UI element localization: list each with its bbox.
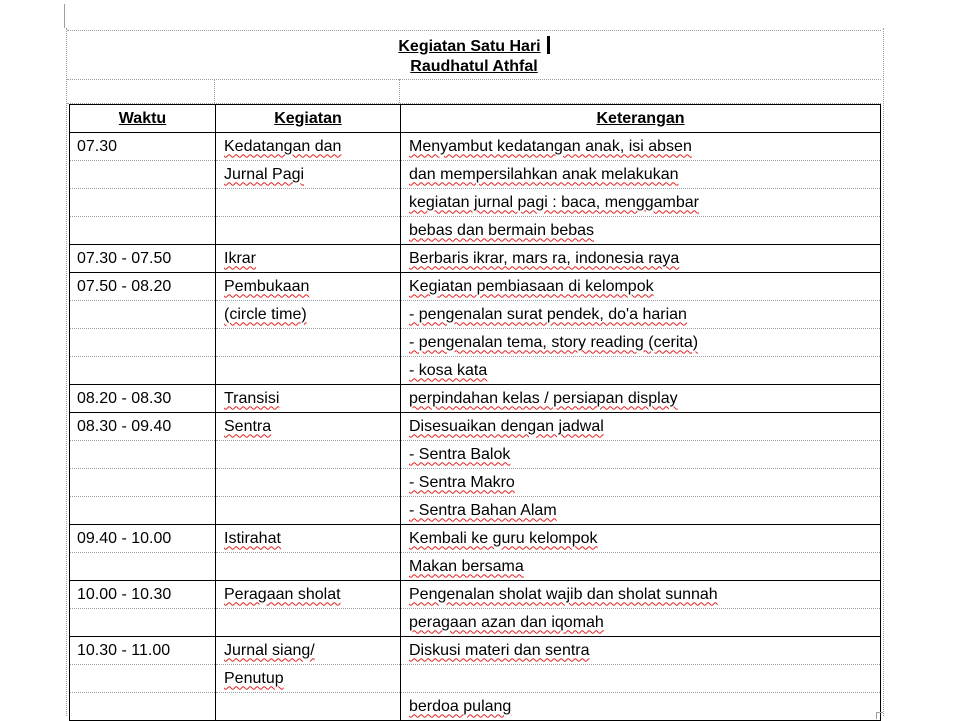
cell-kegiatan[interactable] — [216, 413, 401, 441]
cell-keterangan[interactable] — [401, 301, 881, 329]
text-cursor — [547, 36, 550, 54]
cell-kegiatan[interactable] — [216, 133, 401, 161]
cell-kegiatan[interactable] — [216, 161, 401, 189]
cell-waktu[interactable] — [70, 245, 216, 273]
cell-keterangan[interactable] — [401, 637, 881, 665]
cell-keterangan[interactable] — [401, 469, 881, 497]
cell-text: - pengenalan surat pendek, do'a harian — [409, 305, 687, 323]
cell-kegiatan[interactable] — [216, 581, 401, 609]
cell-text: bebas dan bermain bebas — [409, 221, 595, 239]
cell-keterangan[interactable] — [401, 217, 881, 245]
cell-keterangan[interactable] — [401, 329, 881, 357]
header-waktu[interactable]: Waktu — [70, 105, 216, 133]
cell-text: (circle time) — [224, 305, 307, 323]
cell-text: perpindahan kelas / persiapan display — [409, 389, 678, 407]
cell-text: - pengenalan tema, story reading (cerita) — [409, 333, 699, 351]
cell-text: - Sentra Bahan Alam — [409, 501, 557, 519]
cell-kegiatan[interactable] — [216, 497, 401, 525]
cell-text: Kegiatan pembiasaan di kelompok — [409, 277, 654, 295]
table-row — [70, 273, 881, 301]
cell-waktu[interactable] — [70, 385, 216, 413]
cell-kegiatan[interactable] — [216, 189, 401, 217]
table-row — [70, 553, 881, 581]
document-title[interactable]: Kegiatan Satu Hari — [398, 38, 541, 55]
cell-keterangan[interactable] — [401, 273, 881, 301]
cell-waktu[interactable] — [70, 665, 216, 693]
cell-text: Ikrar — [224, 249, 256, 267]
page-margin-line — [64, 4, 65, 28]
cell-text: 08.20 - 08.30 — [77, 389, 172, 407]
cell-kegiatan[interactable] — [216, 301, 401, 329]
document-subtitle[interactable]: Raudhatul Athfal — [410, 58, 538, 75]
cell-text: 07.30 — [77, 137, 118, 155]
header-keterangan[interactable]: Keterangan — [401, 105, 881, 133]
cell-text: Transisi — [224, 389, 280, 407]
cell-waktu[interactable] — [70, 357, 216, 385]
cell-keterangan[interactable] — [401, 609, 881, 637]
table-row — [70, 637, 881, 665]
cell-keterangan[interactable] — [401, 385, 881, 413]
cell-text: Jurnal Pagi — [224, 165, 305, 183]
cell-keterangan[interactable] — [401, 525, 881, 553]
cell-waktu[interactable] — [70, 329, 216, 357]
cell-keterangan[interactable] — [401, 357, 881, 385]
cell-text: 10.00 - 10.30 — [77, 585, 172, 603]
table-row — [70, 189, 881, 217]
table-row — [70, 497, 881, 525]
cell-text: Kedatangan dan — [224, 137, 342, 155]
cell-waktu[interactable] — [70, 525, 216, 553]
cell-keterangan[interactable] — [401, 413, 881, 441]
cell-waktu[interactable] — [70, 161, 216, 189]
cell-text: dan mempersilahkan anak melakukan — [409, 165, 679, 183]
cell-text: Sentra — [224, 417, 272, 435]
cell-keterangan[interactable] — [401, 133, 881, 161]
cell-text: Jurnal siang/ — [224, 641, 315, 659]
table-row — [70, 693, 881, 721]
table-row — [70, 217, 881, 245]
cell-kegiatan[interactable] — [216, 217, 401, 245]
table-row — [70, 525, 881, 553]
cell-text: berdoa pulang — [409, 697, 512, 715]
header-row — [70, 105, 881, 133]
cell-waktu[interactable] — [70, 413, 216, 441]
cell-text: - kosa kata — [409, 361, 488, 379]
cell-text: peragaan azan dan iqomah — [409, 613, 604, 631]
cell-text: Pembukaan — [224, 277, 310, 295]
cell-keterangan[interactable] — [401, 581, 881, 609]
empty-row[interactable] — [67, 79, 881, 104]
table-row — [70, 357, 881, 385]
cell-kegiatan[interactable] — [216, 553, 401, 581]
cell-waktu[interactable] — [70, 217, 216, 245]
cell-waktu[interactable] — [70, 441, 216, 469]
cell-waktu[interactable] — [70, 301, 216, 329]
cell-text: Diskusi materi dan sentra — [409, 641, 590, 659]
table-row — [70, 133, 881, 161]
cell-kegiatan[interactable] — [216, 245, 401, 273]
cell-text: 07.50 - 08.20 — [77, 277, 172, 295]
cell-keterangan[interactable] — [401, 693, 881, 721]
cell-text: Berbaris ikrar, mars ra, indonesia raya — [409, 249, 680, 267]
cell-text: Disesuaikan dengan jadwal — [409, 417, 604, 435]
cell-kegiatan[interactable] — [216, 693, 401, 721]
table-row — [70, 385, 881, 413]
cell-text: Pengenalan sholat wajib dan sholat sunnah — [409, 585, 718, 603]
cell-kegiatan[interactable] — [216, 665, 401, 693]
cell-keterangan[interactable] — [401, 553, 881, 581]
cell-text: Menyambut kedatangan anak, isi absen — [409, 137, 692, 155]
table-row — [70, 329, 881, 357]
cell-waktu[interactable] — [70, 497, 216, 525]
cell-kegiatan[interactable] — [216, 469, 401, 497]
table-row — [70, 413, 881, 441]
cell-kegiatan[interactable] — [216, 357, 401, 385]
table-row — [70, 469, 881, 497]
cell-waktu[interactable] — [70, 693, 216, 721]
cell-waktu[interactable] — [70, 637, 216, 665]
cell-keterangan[interactable] — [401, 189, 881, 217]
cell-text: kegiatan jurnal pagi : baca, menggambar — [409, 193, 699, 211]
table-row — [70, 665, 881, 693]
table-row — [70, 161, 881, 189]
schedule-body — [70, 133, 881, 721]
table-row — [70, 245, 881, 273]
page-corner-mark — [876, 712, 883, 719]
cell-kegiatan[interactable] — [216, 329, 401, 357]
cell-text: - Sentra Makro — [409, 473, 515, 491]
cell-text: Kembali ke guru kelompok — [409, 529, 598, 547]
cell-text: 08.30 - 09.40 — [77, 417, 172, 435]
document-title-line — [67, 36, 881, 57]
cell-kegiatan[interactable] — [216, 273, 401, 301]
cell-keterangan[interactable] — [401, 245, 881, 273]
cell-text: Istirahat — [224, 529, 281, 547]
cell-text: - Sentra Balok — [409, 445, 511, 463]
cell-waktu[interactable] — [70, 609, 216, 637]
title-block — [67, 30, 881, 80]
cell-kegiatan[interactable] — [216, 609, 401, 637]
cell-waktu[interactable] — [70, 189, 216, 217]
cell-keterangan[interactable] — [401, 441, 881, 469]
cell-text: Peragaan sholat — [224, 585, 341, 603]
cell-kegiatan[interactable] — [216, 441, 401, 469]
cell-text: Penutup — [224, 669, 284, 687]
table-row — [70, 301, 881, 329]
cell-text: 10.30 - 11.00 — [77, 641, 171, 659]
header-kegiatan[interactable]: Kegiatan — [216, 105, 401, 133]
cell-text: Makan bersama — [409, 557, 524, 575]
schedule-table — [69, 104, 881, 721]
table-row — [70, 581, 881, 609]
cell-waktu[interactable] — [70, 469, 216, 497]
cell-keterangan[interactable] — [401, 665, 881, 693]
cell-kegiatan[interactable] — [216, 525, 401, 553]
cell-waktu[interactable] — [70, 581, 216, 609]
cell-kegiatan[interactable] — [216, 385, 401, 413]
cell-waktu[interactable] — [70, 133, 216, 161]
cell-keterangan[interactable] — [401, 497, 881, 525]
cell-waktu[interactable] — [70, 273, 216, 301]
table-row — [70, 609, 881, 637]
cell-kegiatan[interactable] — [216, 637, 401, 665]
cell-text: 09.40 - 10.00 — [77, 529, 172, 547]
cell-text: 07.30 - 07.50 — [77, 249, 172, 267]
cell-waktu[interactable] — [70, 553, 216, 581]
table-row — [70, 441, 881, 469]
cell-keterangan[interactable] — [401, 161, 881, 189]
